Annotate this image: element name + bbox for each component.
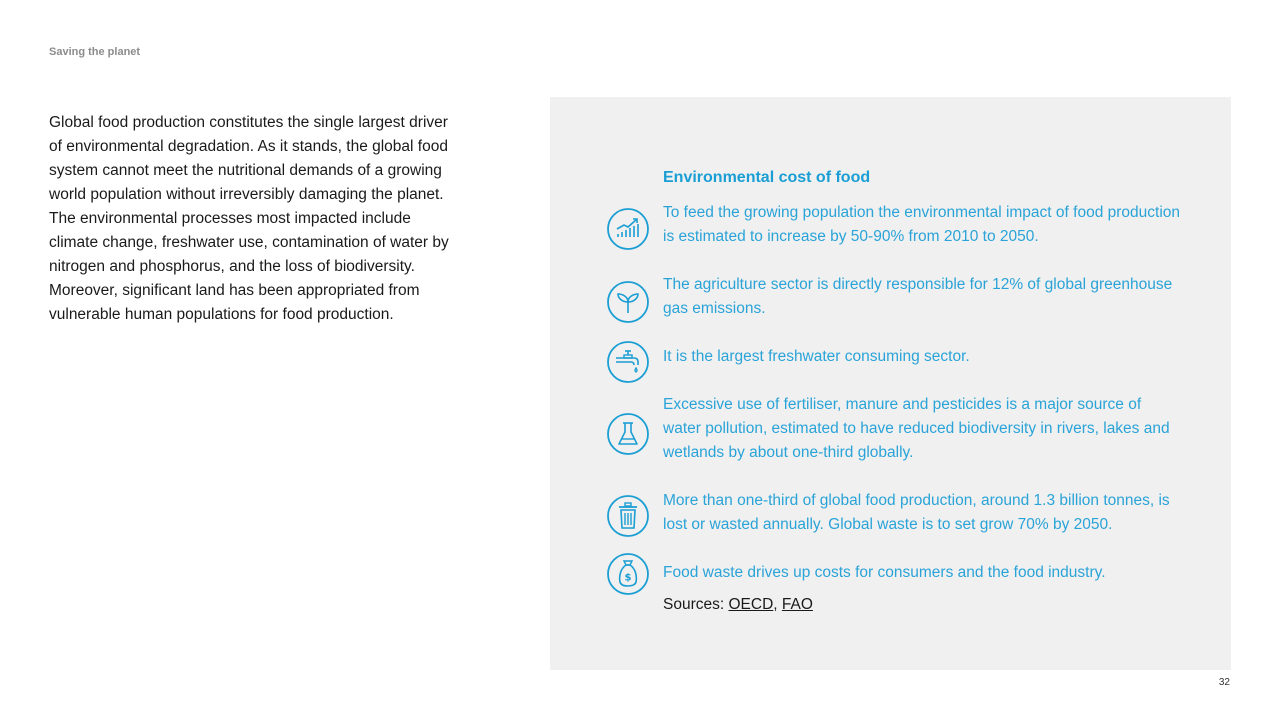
plant-sprout-icon — [607, 281, 649, 323]
fao-link[interactable]: FAO — [781, 596, 813, 613]
page-number: 32 — [1218, 677, 1230, 688]
oecd-link[interactable]: OECD — [728, 596, 774, 613]
info-panel — [550, 97, 1231, 670]
growth-chart-icon — [607, 208, 649, 250]
svg-text:$: $ — [624, 572, 632, 584]
sources-label: Sources: — [663, 596, 729, 613]
sources-separator: , — [773, 596, 782, 613]
item-text: It is the largest freshwater consuming sector. — [663, 348, 970, 365]
item-text: The agriculture sector is directly responsible for 12% of global greenhouse gas emissions. — [663, 276, 1173, 317]
sources-line — [663, 593, 813, 617]
item-text: To feed the growing population the environmental impact of food production is estimated to increase by 50-90% from 2010 to 2050. — [663, 204, 1181, 245]
intro-paragraph: Global food production constitutes the single largest driver of environmental degradation. As it stands, the global food system cannot meet the nutritional demands of a growing world population without irreversibly damaging the planet. The environmental processes most impacted include climate change, freshwater use, contamination of water by nitrogen and phosphorus, and the loss of biodiversity. Moreover, significant land has been appropriated from vulnerable human populations for food production. — [49, 114, 449, 323]
item-text: Food waste drives up costs for consumers and the food industry. — [663, 564, 1106, 581]
trash-bin-icon — [607, 495, 649, 537]
water-tap-icon — [607, 341, 649, 383]
item-text: Excessive use of fertiliser, manure and pesticides is a major source of water pollution, estimated to have reduced biodiversity in rivers, lakes and wetlands by about one-third globally. — [663, 396, 1170, 461]
lab-flask-icon — [607, 413, 649, 455]
panel-title: Environmental cost of food — [663, 169, 871, 186]
money-bag-icon — [607, 553, 649, 595]
item-text: More than one-third of global food production, around 1.3 billion tonnes, is lost or wasted annually. Global waste is to set grow 70% by 2050. — [663, 492, 1170, 533]
section-label: Saving the planet — [49, 46, 141, 58]
